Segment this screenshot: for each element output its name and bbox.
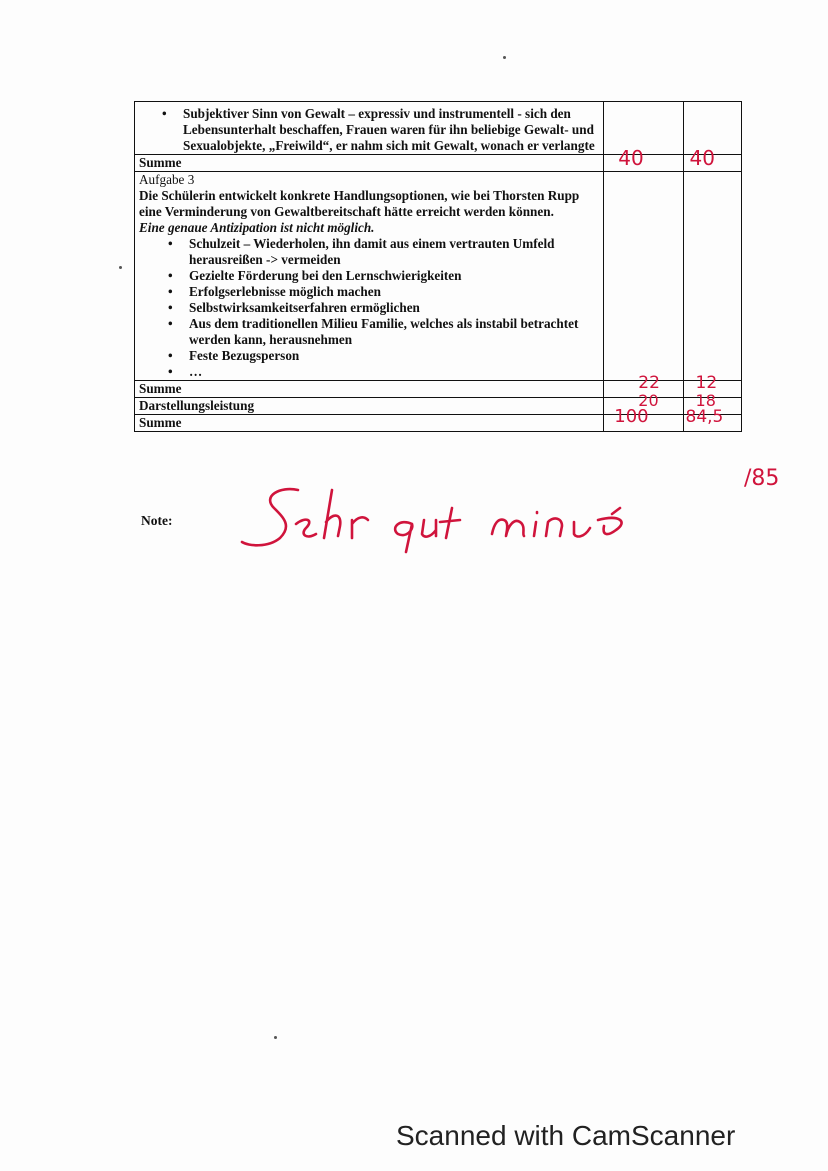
- criterion-text-cell: [135, 102, 604, 155]
- handwritten-achieved-points: 12: [695, 373, 718, 393]
- max-points-cell: [604, 172, 683, 381]
- summe-label: Summe: [135, 381, 604, 398]
- aufgabe-3-text-cell: [135, 172, 604, 381]
- grading-table: [134, 101, 742, 432]
- achieved-points-cell: [683, 407, 741, 432]
- max-points-cell: [604, 146, 683, 172]
- criterion-bullet: • Subjektiver Sinn von Gewalt – expressiv und instrumentell - sich den Lebensunterhalt beschaffen, Frauen waren für ihn beliebige Gewalt- und Sexualobjekte, „Freiwild“, er nahm sich mit Gewalt, wonach er verlangte: [183, 106, 599, 154]
- expectation-bullet: • Aus dem traditionellen Milieu Familie, welches als instabil betrachtet werden kann, herausnehmen: [189, 316, 599, 348]
- aufgabe-description: Die Schülerin entwickelt konkrete Handlungsoptionen, wie bei Thorsten Rupp eine Verminderung von Gewaltbereitschaft hätte erreicht werden können.: [139, 188, 580, 219]
- summe-label: Summe: [135, 155, 604, 172]
- summe-row-1: [135, 155, 742, 172]
- expectation-bullet: • Erfolgserlebnisse möglich machen: [189, 284, 599, 300]
- aufgabe-title: Aufgabe 3: [139, 172, 195, 187]
- aufgabe-note: Eine genaue Antizipation ist nicht möglich.: [139, 220, 375, 235]
- summe-total-row: [135, 415, 742, 432]
- handwritten-max-points: 40: [618, 146, 644, 170]
- darstellungsleistung-row: [135, 398, 742, 415]
- expectation-bullet: • …: [189, 364, 599, 380]
- camscanner-watermark: Scanned with CamScanner: [396, 1120, 736, 1151]
- summe-label: Summe: [135, 415, 604, 432]
- handwritten-max-points: 100: [614, 406, 649, 427]
- scan-speck: [503, 56, 506, 59]
- achieved-points-cell: [683, 172, 741, 381]
- max-points-cell: [604, 406, 683, 432]
- handwritten-achieved-points: 84,5: [685, 407, 724, 427]
- handwritten-total-outside: /85: [744, 466, 780, 491]
- darstellungsleistung-label: Darstellungsleistung: [135, 398, 604, 415]
- criterion-row: [135, 102, 742, 155]
- achieved-points-cell: [683, 146, 741, 172]
- expectation-bullet: • Feste Bezugsperson: [189, 348, 599, 364]
- handwritten-max-points: 20: [638, 391, 659, 410]
- expectation-bullet-list: [139, 236, 599, 380]
- criterion-bullet-list: [139, 102, 599, 154]
- handwritten-achieved-points: 40: [689, 146, 715, 170]
- handwritten-grade: [240, 478, 660, 558]
- aufgabe-3-row: [135, 172, 742, 381]
- scan-speck: [119, 266, 122, 269]
- expectation-bullet: • Selbstwirksamkeitserfahren ermöglichen: [189, 300, 599, 316]
- scan-speck: [274, 1036, 277, 1039]
- expectation-bullet: • Schulzeit – Wiederholen, ihn damit aus einem vertrauten Umfeld herausreißen -> vermeiden: [189, 236, 599, 268]
- handwritten-achieved-points: 18: [695, 391, 716, 410]
- expectation-bullet: • Gezielte Förderung bei den Lernschwierigkeiten: [189, 268, 599, 284]
- note-label: Note:: [141, 513, 173, 528]
- handwritten-max-points: 22: [638, 373, 660, 393]
